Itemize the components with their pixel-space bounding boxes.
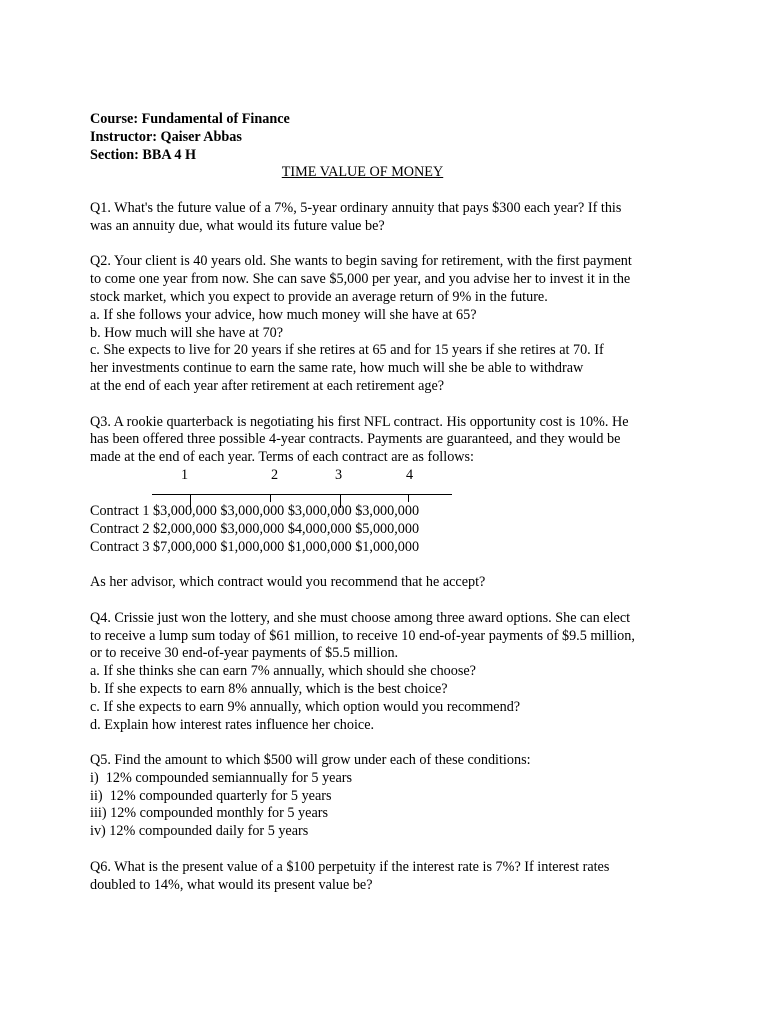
timeline-year-label: 4 — [406, 466, 414, 483]
q6-line: doubled to 14%, what would its present value be? — [90, 876, 373, 893]
q2-line: b. How much will she have at 70? — [90, 324, 284, 341]
q2-line: c. She expects to live for 20 years if she retires at 65 and for 15 years if she retires at 70. If — [90, 342, 604, 359]
q1-line: Q1. What's the future value of a 7%, 5-year ordinary annuity that pays $300 each year? If this — [90, 199, 622, 216]
timeline-tick — [340, 494, 341, 508]
q4-line: Q4. Crissie just won the lottery, and she must choose among three award options. She can elect — [90, 609, 631, 626]
timeline-tick — [408, 494, 409, 502]
q6-line: Q6. What is the present value of a $100 perpetuity if the interest rate is 7%? If interest rates — [90, 858, 610, 875]
q4-line: a. If she thinks she can earn 7% annually, which should she choose? — [90, 663, 476, 680]
document-title: TIME VALUE OF MONEY — [281, 164, 444, 181]
question-1 — [90, 200, 690, 236]
q5-line: Q5. Find the amount to which $500 will grow under each of these conditions: — [90, 752, 531, 769]
timeline-tick — [270, 494, 271, 502]
q3-line: Q3. A rookie quarterback is negotiating his first NFL contract. His opportunity cost is 10%. He — [90, 413, 629, 430]
contract-row: Contract 2 $2,000,000 $3,000,000 $4,000,000 $5,000,000 — [90, 520, 420, 537]
course-line: Course: Fundamental of Finance — [90, 111, 290, 127]
q4-line: c. If she expects to earn 9% annually, which option would you recommend? — [90, 698, 521, 715]
document-content — [90, 111, 690, 894]
section-line: Section: BBA 4 H — [90, 146, 197, 163]
q4-line: or to receive 30 end-of-year payments of $5.5 million. — [90, 645, 399, 662]
q2-line: to come one year from now. She can save $5,000 per year, and you advise her to invest it in the — [90, 271, 631, 288]
q2-line: at the end of each year after retirement at each retirement age? — [90, 377, 445, 394]
question-3 — [90, 414, 690, 592]
timeline-year-label: 1 — [181, 466, 189, 483]
question-2 — [90, 253, 690, 395]
question-6 — [90, 859, 690, 895]
question-5 — [90, 752, 690, 841]
q3-question: As her advisor, which contract would you recommend that he accept? — [90, 574, 486, 591]
q4-line: d. Explain how interest rates influence her choice. — [90, 716, 375, 733]
q3-line: has been offered three possible 4-year contracts. Payments are guaranteed, and they would be — [90, 431, 621, 448]
q2-line: her investments continue to earn the same rate, how much will she be able to withdraw — [90, 360, 584, 377]
timeline-axis — [152, 494, 452, 495]
q5-line: iii) 12% compounded monthly for 5 years — [90, 805, 328, 822]
contract-row: Contract 3 $7,000,000 $1,000,000 $1,000,000 $1,000,000 — [90, 538, 420, 555]
q3-line: made at the end of each year. Terms of each contract are as follows: — [90, 449, 474, 466]
q4-line: to receive a lump sum today of $61 million, to receive 10 end-of-year payments of $9.5 million, — [90, 627, 635, 644]
instructor-line: Instructor: Qaiser Abbas — [90, 128, 242, 145]
q5-line: ii) 12% compounded quarterly for 5 years — [90, 787, 332, 804]
timeline-year-label: 3 — [335, 466, 343, 483]
q2-line: Q2. Your client is 40 years old. She wants to begin saving for retirement, with the first payment — [90, 253, 632, 270]
question-4 — [90, 610, 690, 735]
timeline-year-label: 2 — [271, 466, 279, 483]
timeline-tick — [190, 494, 191, 510]
contract-row: Contract 1 $3,000,000 $3,000,000 $3,000,000 $3,000,000 — [90, 502, 420, 519]
q4-line: b. If she expects to earn 8% annually, which is the best choice? — [90, 680, 448, 697]
contract-timeline — [90, 467, 530, 503]
q2-line: a. If she follows your advice, how much money will she have at 65? — [90, 306, 477, 323]
q2-line: stock market, which you expect to provide an average return of 9% in the future. — [90, 288, 548, 305]
q5-line: iv) 12% compounded daily for 5 years — [90, 823, 309, 840]
q5-line: i) 12% compounded semiannually for 5 years — [90, 769, 353, 786]
q1-line: was an annuity due, what would its future value be? — [90, 217, 385, 234]
